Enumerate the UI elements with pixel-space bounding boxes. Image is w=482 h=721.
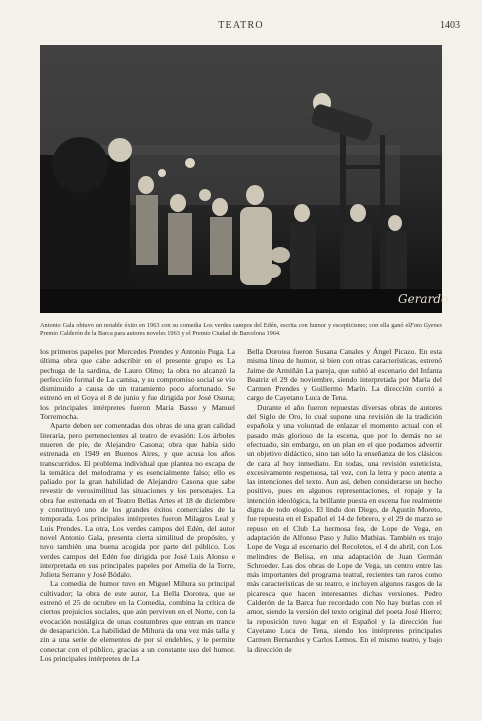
right-column bbox=[247, 347, 442, 709]
left-column bbox=[40, 347, 235, 709]
section-title: TEATRO bbox=[218, 20, 264, 31]
article-body bbox=[40, 347, 442, 709]
stage-scene-image bbox=[40, 45, 449, 313]
photo-caption bbox=[40, 322, 442, 338]
paragraph: Bella Dorotea fueron Susana Canales y Ángel Picazo. En esta misma línea de humor, si bien con otras características, estrenó Jaime de Armiñán La pareja, que subió al escenario del Infanta Beatriz el 29 de noviembre, siendo interpretada por María del Carmen Prendes y Guillermo Marín. La dirección corrió a cargo de Cayetano Luca de Tena. bbox=[247, 347, 442, 403]
paragraph: La comedia de humor tuvo en Miguel Mihura su principal cultivador; la obra de este autor, La Bella Dorotea, que se estrenó el 25 de octubre en la Comedia, combina la crítica de ciertos prejuicios sociales, que aún perviven en el Norte, con la evocación nostálgica de unas costumbres que entran en trance de desaparición. La habilidad de Mihura da una vez más talla y zin a una serie de elementos de por sí endebles, y le permite conectar con el público, gracias a un constante uso del humor. Los principales intérpretes de La bbox=[40, 579, 235, 663]
running-head bbox=[0, 20, 482, 34]
stage-photograph bbox=[40, 45, 449, 313]
paragraph: los primeros papeles por Mercedes Prendes y Antonio Puga. La última obra que cabe adscribir en el presente grupo es La pechuga de la sardina, de Lauro Olmo; la obra no alcanzó la perfección formal de La camisa, y su compromiso social se vio disminuido a causa de un tratamiento poco afortunado. Se estrenó en el Goya el 8 de junio y fue dirigida por José Osuna; los principales intérpretes fueron María Basso y Manuel Torremocha. bbox=[40, 347, 235, 422]
caption-text: Antonio Gala obtuvo un notable éxito en 1963 con su comedia Los verdes campos del Edén, escrita con humor y escepticismo; con ella ganó el Premio Calderón de la Barca para autores noveles 1963 y el Premio Ciudad de Barcelona 1964. bbox=[40, 322, 410, 337]
page-number: 1403 bbox=[440, 20, 460, 31]
photo-credit: Foto Gyenes bbox=[410, 322, 442, 329]
photo-signature: Gerardo bbox=[398, 292, 449, 306]
paragraph: Aparte deben ser comentadas dos obras de una gran calidad literaria, pero pertenecientes al teatro de evasión: Los árboles mueren de pie, de Alejandro Casona; obra que había sido estrenada en 1949 en Buenos Aires, y que acusa los años transcurridos. El problema individual que plantea no escapa de la temática del melodrama y es esencialmente falso; ello es paliado por la gran habilidad de Alejandro Casona que sabe revestir de verosimilitud las situaciones y los personajes. La obra fue estrenada en el Teatro Bellas Artes el 18 de diciembre y constituyó uno de los grandes éxitos comerciales de la temporada. Los principales intérpretes fueron Milagros Leal y Luis Prendes. La otra, Los verdes campos del Edén, del autor novel Antonio Gala, presenta cierta similitud de propósito, y tuvo también una buena acogida por parte del público. Los verdes campos del Edén fue dirigida por José Luis Alonso e interpretada en sus principales papeles por Amelia de la Torre, Julieta Serrano y José Bódalo. bbox=[40, 421, 235, 580]
paragraph: Durante el año fueron repuestas diversas obras de autores del Siglo de Oro, lo cual supone una revisión de la tradición española y una voluntad de enlazar el momento actual con el pasado más glorioso de la escena, que por lo demás no se efectuado, sin embargo, en un plan en el que podamos advertir un objetivo didáctico, sino tan sólo la enseñanza de los clásicos de cara al hoy inmediato. En todas, una revisión esteticista, excesivamente respetuosa, tal vez, con la letra y poco atenta a las intenciones del texto. Aun así, deben considerarse un hecho positivo, pues en algunos representaciones, el ropaje y la intención ideológica, la brillante puesta en escena fue realmente digna de todo elogio. El lindo don Diego, de Agustín Moreto, fue repuesta en el Español el 14 de febrero, y el 29 de marzo se repuso en el Club La hermosa fea, de Lope de Vega, en adaptación de Alfonso Paso y Julio Mathias. También es trajo Lope de Vega al escenario del Recoletos, el 4 de abril, con Los melindres de Belisa, en una adaptación de Juan Germán Schroeder. Las dos obras de Lope de Vega, un centro entre las más importantes del programa teatral, recientes tan raros como más características de su teatro, e incluyen algunos rasgos de la picaresca que hacen interesantes dichas versiones. Pedro Calderón de la Barca fue recordado con No hay burlas con el amor, siendo la versión del texto original del poeta José Hierro; la reposición tuvo lugar en el Español y la dirección fue Cayetano Luca de Tena, siendo los intérpretes principales Carmen Bernardos y Carlos Lemos. En el mismo teatro, y bajo la dirección de bbox=[247, 402, 442, 654]
